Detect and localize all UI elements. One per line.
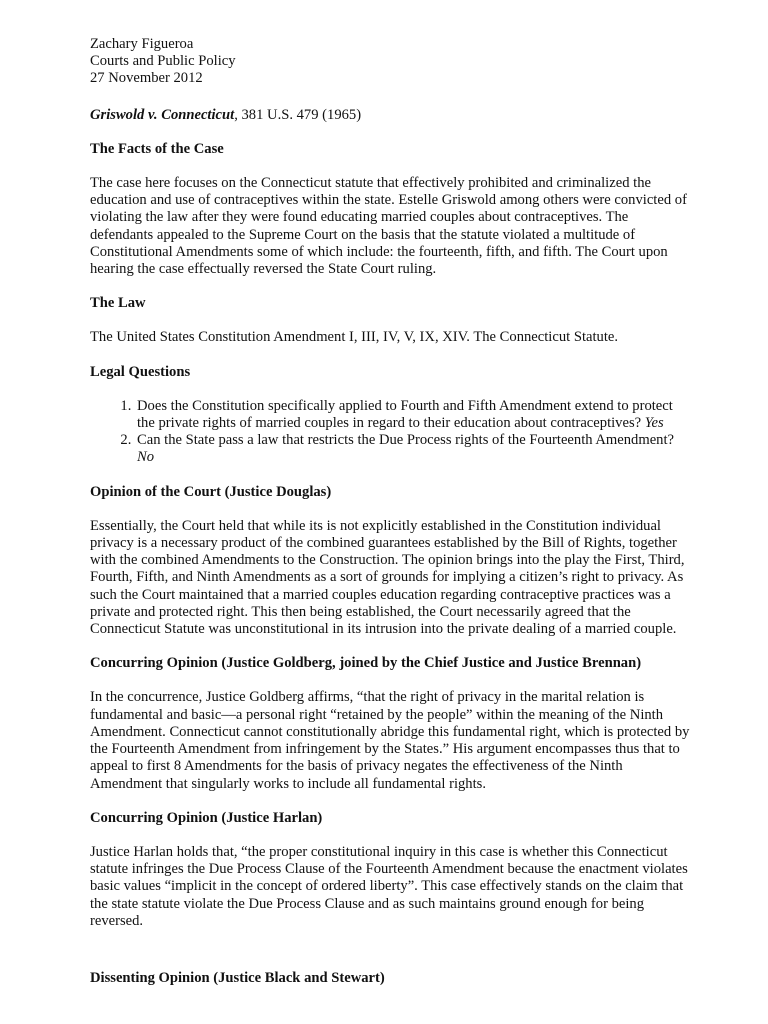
law-heading: The Law	[90, 295, 146, 312]
facts-paragraph: The case here focuses on the Connecticut statute that effectively prohibited and criminalized the education and use of contraceptives within the state. Estelle Griswold among others were convicted of violating the law after they were found educating married couples about contraceptives. The defendants appealed to the Supreme Court on the basis that the statute violated a multitude of Constitutional Amendments some of which include: the fourteenth, fifth, and fifth. The Court upon hearing the case effectually reversed the State Court ruling.	[90, 175, 687, 278]
harlan-concurrence-paragraph: Justice Harlan holds that, “the proper constitutional inquiry in this case is whether this Connecticut statute infringes the Due Process Clause of the Fourteenth Amendment because the enactment violates basic values “implicit in the concept of ordered liberty”. This case effectively stands on the claim that the state statute violate the Due Process Clause and as such maintains ground enough for being reversed.	[90, 843, 688, 929]
document-page	[90, 36, 690, 987]
question-answer: No	[137, 449, 155, 466]
case-title	[90, 107, 690, 124]
author-name: Zachary Figueroa	[90, 36, 194, 52]
question-item	[135, 432, 690, 466]
question-item	[135, 398, 690, 432]
dissent-heading: Dissenting Opinion (Justice Black and Stewart)	[90, 969, 385, 986]
question-text: Can the State pass a law that restricts the Due Process rights of the Fourteenth Amendment?	[137, 432, 675, 449]
questions-heading: Legal Questions	[90, 363, 191, 380]
question-text: Does the Constitution specifically applied to Fourth and Fifth Amendment extend to protect the private rights of married couples in regard to their education about contraceptives?	[137, 397, 673, 432]
document-date: 27 November 2012	[90, 70, 203, 87]
facts-heading: The Facts of the Case	[90, 140, 224, 157]
opinion-heading: Opinion of the Court (Justice Douglas)	[90, 483, 332, 500]
question-answer: Yes	[644, 415, 664, 432]
opinion-paragraph: Essentially, the Court held that while its is not explicitly established in the Constitution individual privacy is a necessary product of the combined guarantees established by the Bill of Rights, together with the combined Amendments to the Construction. The opinion brings into the play the First, Third, Fourth, Fifth, and Ninth Amendments as a sort of grounds for implying a citizen’s right to privacy. As such the Court maintained that a married couples education regarding contraceptive practices was a private and protected right. This then being established, the Court necessarily agreed that the Connecticut Statute was unconstitutional in its intrusion into the private dealing of a married couple.	[90, 517, 685, 638]
law-paragraph: The United States Constitution Amendment I, III, IV, V, IX, XIV. The Connecticut Statute.	[90, 329, 619, 346]
harlan-concurrence-heading: Concurring Opinion (Justice Harlan)	[90, 809, 323, 826]
course-name: Courts and Public Policy	[90, 53, 236, 70]
case-name: Griswold v. Connecticut	[90, 106, 235, 123]
goldberg-concurrence-paragraph: In the concurrence, Justice Goldberg affirms, “that the right of privacy in the marital relation is fundamental and basic—a personal right “retained by the people” within the meaning of the Ninth Amendment. Connecticut cannot constitutionally abridge this fundamental right, which is protected by the Fourteenth Amendment from infringement by the States.” His argument encompasses thus that to appeal to first 8 Amendments for the basis of privacy negates the effectiveness of the Ninth Amendment that singularly works to include all fundamental rights.	[90, 689, 690, 792]
case-citation: , 381 U.S. 479 (1965)	[234, 106, 362, 123]
goldberg-concurrence-heading: Concurring Opinion (Justice Goldberg, joined by the Chief Justice and Justice Brennan)	[90, 655, 642, 672]
questions-list	[90, 398, 690, 467]
